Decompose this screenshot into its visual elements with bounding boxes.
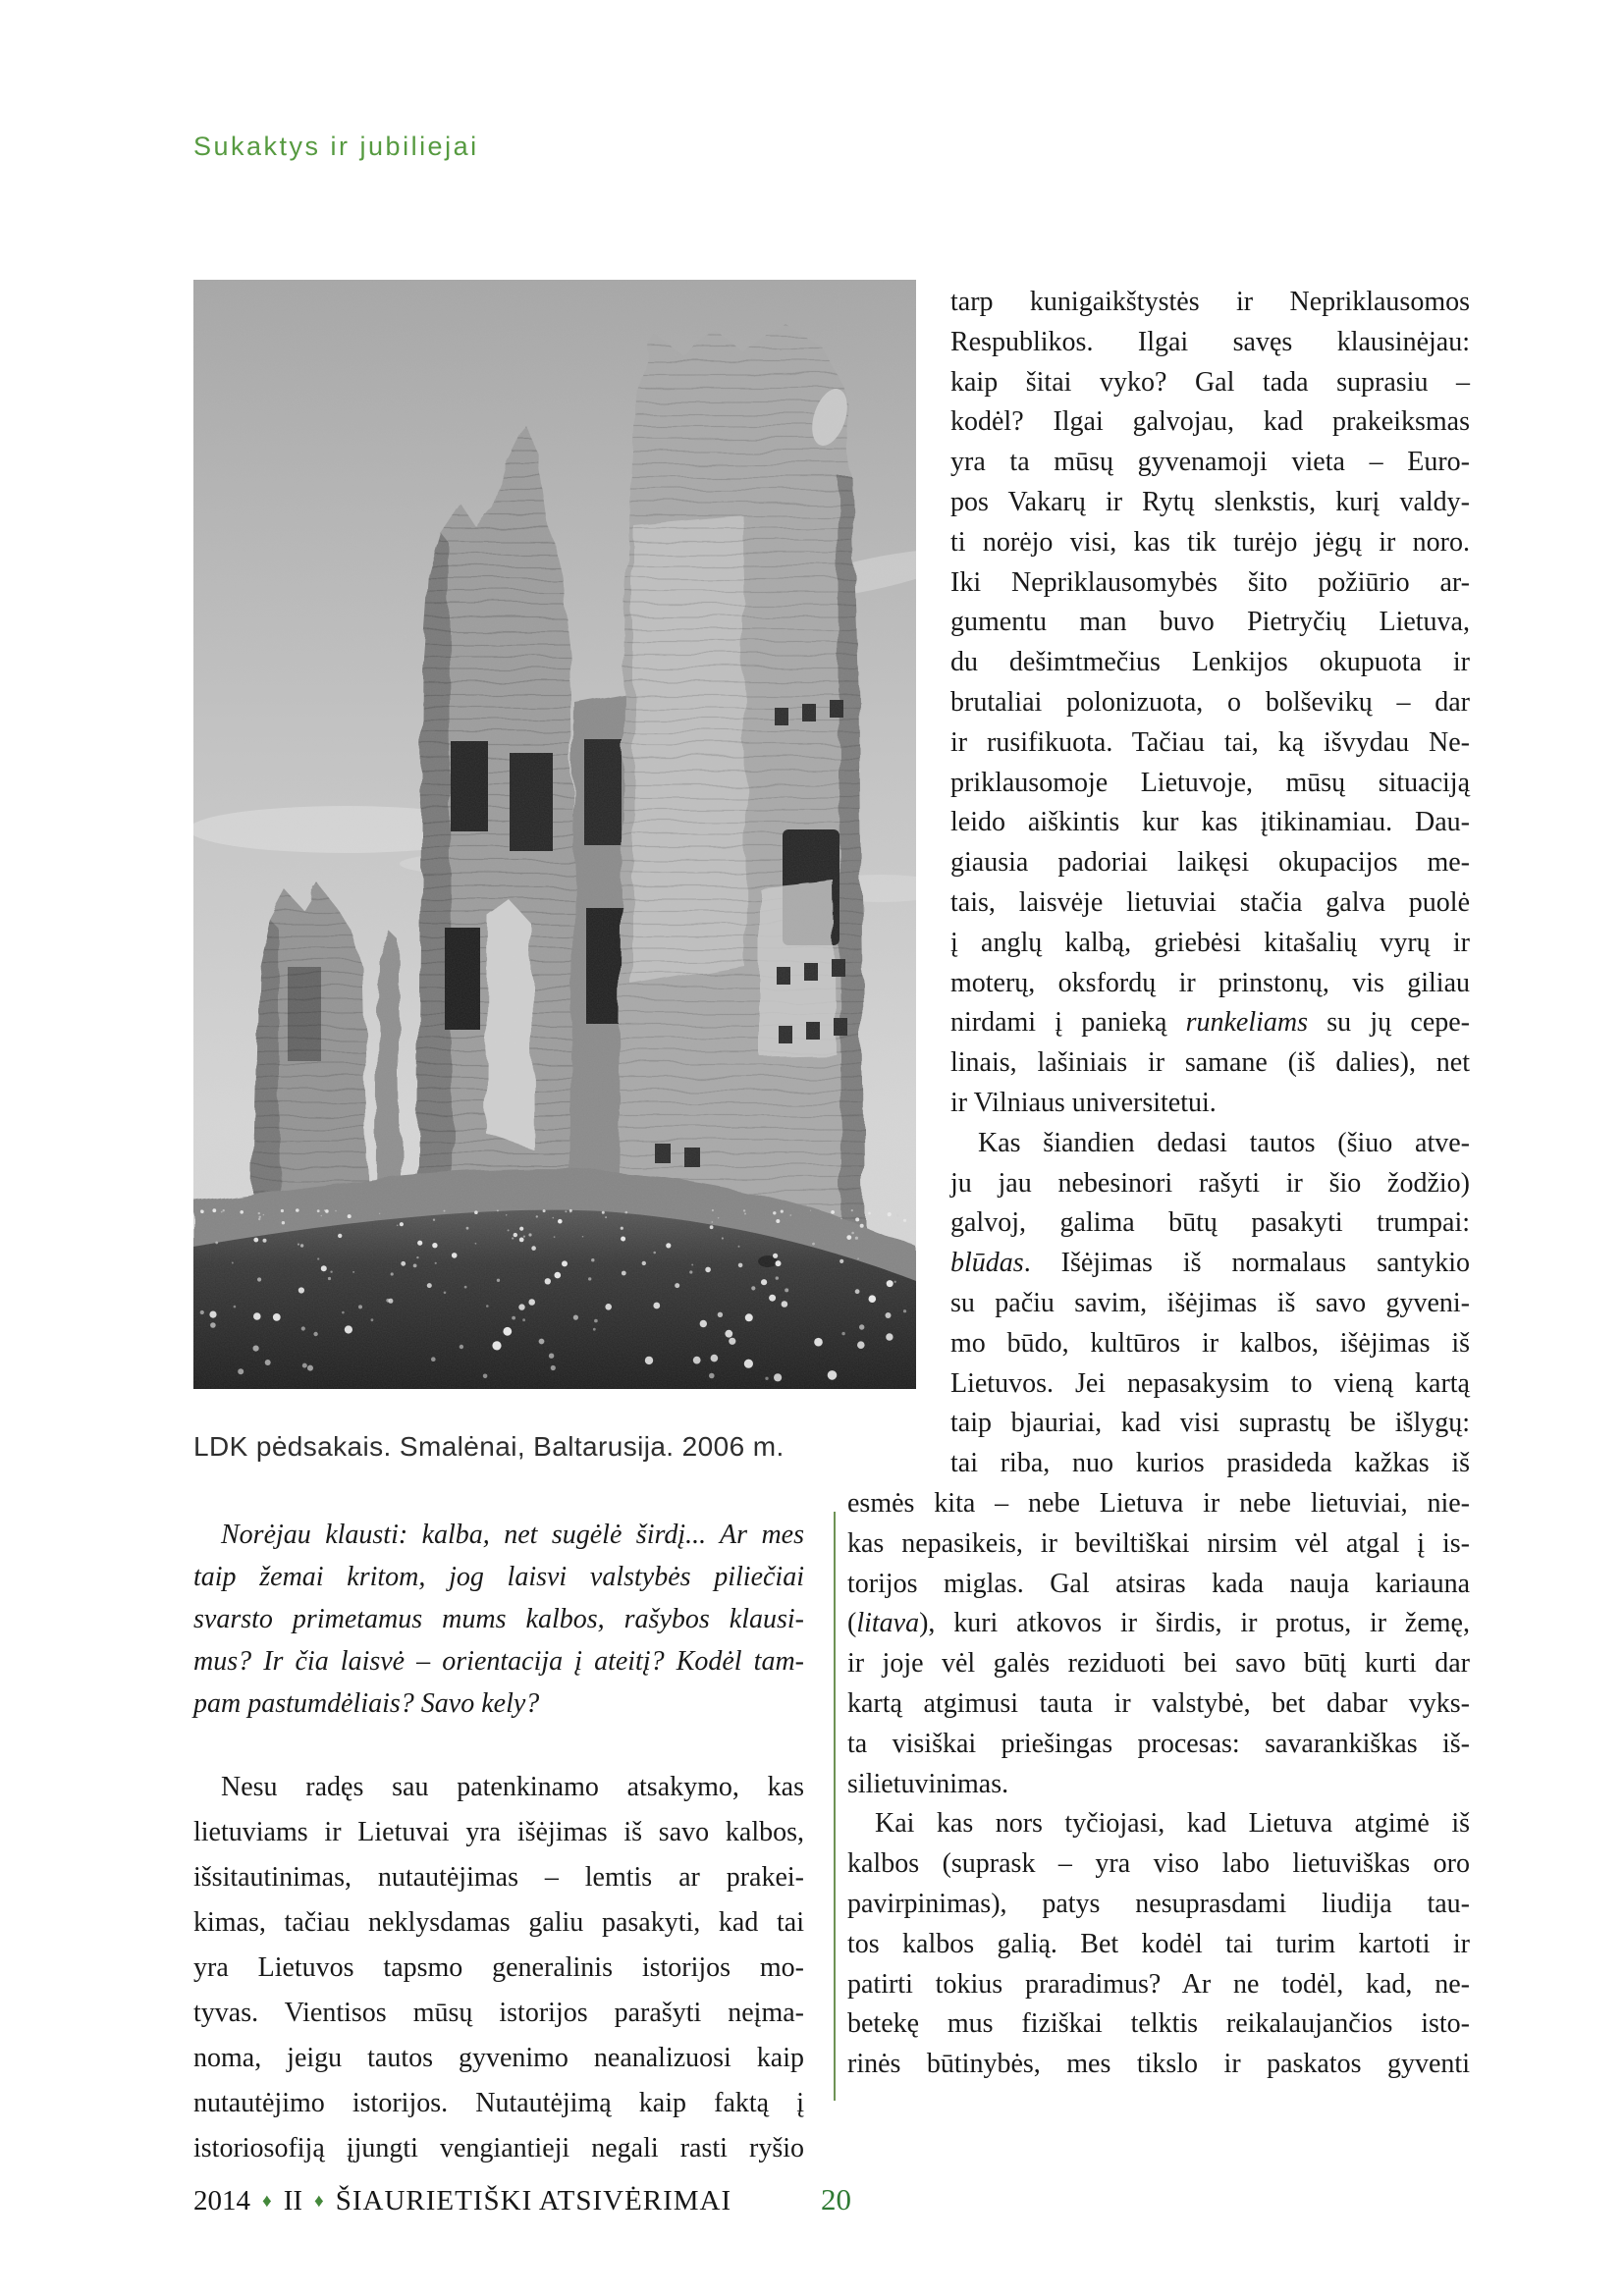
text-line: Kai kas nors tyčiojasi, kad Lietuva atgimė iš [847,1808,1470,1840]
section-title: Sukaktys ir jubiliejai [193,132,479,161]
text-line: ir rusifikuota. Tačiau tai, ką išvydau Ne- [950,726,1470,758]
text-line: giausia padoriai laikęsi okupacijos me- [950,847,1470,879]
footer-diamond-icon: ♦ [314,2191,324,2212]
article-photo [193,280,916,1389]
castle-ruins-photo-image [193,280,916,1389]
footer-year: 2014 [193,2185,250,2216]
text-line: silietuvinimas. [847,1768,1009,1799]
text-line: ta visiškai priešingas procesas: savarankiškas iš- [847,1728,1470,1759]
footer [193,2185,731,2217]
page-number: 20 [821,2182,851,2216]
text-line: Norėjau klausti: kalba, net sugėlė širdį... Ar mes [193,1520,804,1550]
text-line: tai riba, nuo kurios prasideda kažkas iš [950,1448,1470,1479]
text-line: yra Lietuvos tapsmo generalinis istorijos mo- [193,1952,804,1983]
text-line: taip bjauriai, kad visi suprastų be išlygų: [950,1408,1470,1439]
text-line: moterų, oksfordų ir prinstonų, vis giliau [950,967,1470,998]
right-column-upper [950,283,1470,1484]
text-line: Respublikos. Ilgai savęs klausinėjau: [950,326,1470,357]
text-line: ti norėjo visi, kas tik turėjo jėgų ir noro. [950,526,1470,558]
right-column-lower [847,1484,1470,2085]
text-line: gumentu man buvo Pietryčių Lietuva, [950,607,1470,638]
text-line: pos Vakarų ir Rytų slenkstis, kurį valdy- [950,486,1470,517]
text-line: pavirpinimas), patys nesuprasdami liudija tau- [847,1888,1470,1919]
film-grain-overlay [193,280,916,1389]
text-line: kas nepasikeis, ir beviltiškai nirsim vėl atgal į is- [847,1527,1470,1559]
text-line: betekę mus fiziškai telktis reikalaujančios isto- [847,2008,1470,2040]
text-line: svarsto primetamus mums kalbos, rašybos klausi- [193,1604,804,1634]
text-line: Iki Nepriklausomybės šito požiūrio ar- [950,566,1470,598]
text-line: blūdas. Išėjimas iš normalaus santykio [950,1248,1470,1279]
text-line: leido aiškintis kur kas įtikinamiau. Dau- [950,807,1470,838]
text-line: kimas, tačiau neklysdamas galiu pasakyti, kad tai [193,1907,804,1938]
text-line: torijos miglas. Gal atsiras kada nauja kariauna [847,1568,1470,1599]
footer-diamond-icon: ♦ [262,2191,272,2212]
left-column-body [193,1765,804,2171]
text-line: tais, laisvėje lietuviai stačia galva puolė [950,886,1470,918]
text-line: Kas šiandien dedasi tautos (šiuo atve- [950,1127,1470,1158]
text-line: kaip šitai vyko? Gal tada suprasiu – [950,366,1470,398]
text-line: mo būdo, kultūros ir kalbos, išėjimas iš [950,1327,1470,1359]
text-line: Lietuvos. Jei nepasakysim to vieną kartą [950,1367,1470,1399]
text-line: Nesu radęs sau patenkinamo atsakymo, kas [193,1772,804,1802]
text-line: rinės būtinybės, mes tikslo ir paskatos gyventi [847,2049,1470,2080]
text-line: ju jau nebesinori rašyti ir šio žodžio) [950,1167,1470,1199]
text-line: brutaliai polonizuota, o bolševikų – dar [950,686,1470,718]
text-line: su pačiu savim, išėjimas iš savo gyveni- [950,1287,1470,1318]
text-line: nutautėjimo istorijos. Nutautėjimą kaip faktą į [193,2088,804,2118]
text-line: kartą atgimusi tauta ir valstybė, bet dabar vyks- [847,1687,1470,1719]
text-line: išsitautinimas, nutautėjimas – lemtis ar prakei- [193,1862,804,1893]
text-line: kalbos (suprask – yra viso labo lietuviškas oro [847,1848,1470,1880]
text-line: noma, jeigu tautos gyvenimo neanalizuosi kaip [193,2043,804,2073]
text-line: tyvas. Vientisos mūsų istorijos parašyti neįma- [193,1998,804,2028]
text-line: ir joje vėl galės reziduoti bei savo būtį kurti dar [847,1648,1470,1680]
text-line: kodėl? Ilgai galvojau, kad prakeiksmas [950,406,1470,438]
text-line: ir Vilniaus universitetui. [950,1087,1217,1118]
footer-issue: II [283,2185,303,2216]
text-line: yra ta mūsų gyvenamoji vieta – Euro- [950,447,1470,478]
text-line: linais, lašiniais ir samane (iš dalies), net [950,1047,1470,1079]
text-line: du dešimtmečius Lenkijos okupuota ir [950,647,1470,678]
text-line: tos kalbos galią. Bet kodėl tai turim kartoti ir [847,1928,1470,1959]
text-line: pam pastumdėliais? Savo kely? [193,1688,540,1719]
photo-caption: LDK pėdsakais. Smalėnai, Baltarusija. 2006 m. [193,1431,785,1462]
text-line: mus? Ir čia laisvė – orientacija į ateitį? Kodėl tam- [193,1646,804,1677]
text-line: galvoj, galima būtų pasakyti trumpai: [950,1207,1470,1239]
text-line: (litava), kuri atkovos ir širdis, ir protus, ir žemę, [847,1608,1470,1639]
text-line: į anglų kalbą, griebėsi kitašalių vyrų ir [950,927,1470,958]
text-line: tarp kunigaikštystės ir Nepriklausomos [950,287,1470,317]
quote-paragraph [193,1514,804,1725]
text-line: patirti tokius praradimus? Ar ne todėl, kad, ne- [847,1968,1470,2000]
footer-journal-title: ŠIAURIETIŠKI ATSIVĖRIMAI [335,2185,732,2216]
text-line: taip žemai kritom, jog laisvi valstybės piliečiai [193,1562,804,1592]
text-line: istoriosofiją įjungti vengiantieji negali rasti ryšio [193,2133,804,2163]
text-line: nirdami į panieką runkeliams su jų cepe- [950,1007,1470,1039]
column-divider [834,1512,836,2101]
text-line: lietuviams ir Lietuvai yra išėjimas iš savo kalbos, [193,1817,804,1847]
text-line: esmės kita – nebe Lietuva ir nebe lietuviai, nie- [847,1488,1470,1519]
text-line: priklausomoje Lietuvoje, mūsų situaciją [950,767,1470,798]
